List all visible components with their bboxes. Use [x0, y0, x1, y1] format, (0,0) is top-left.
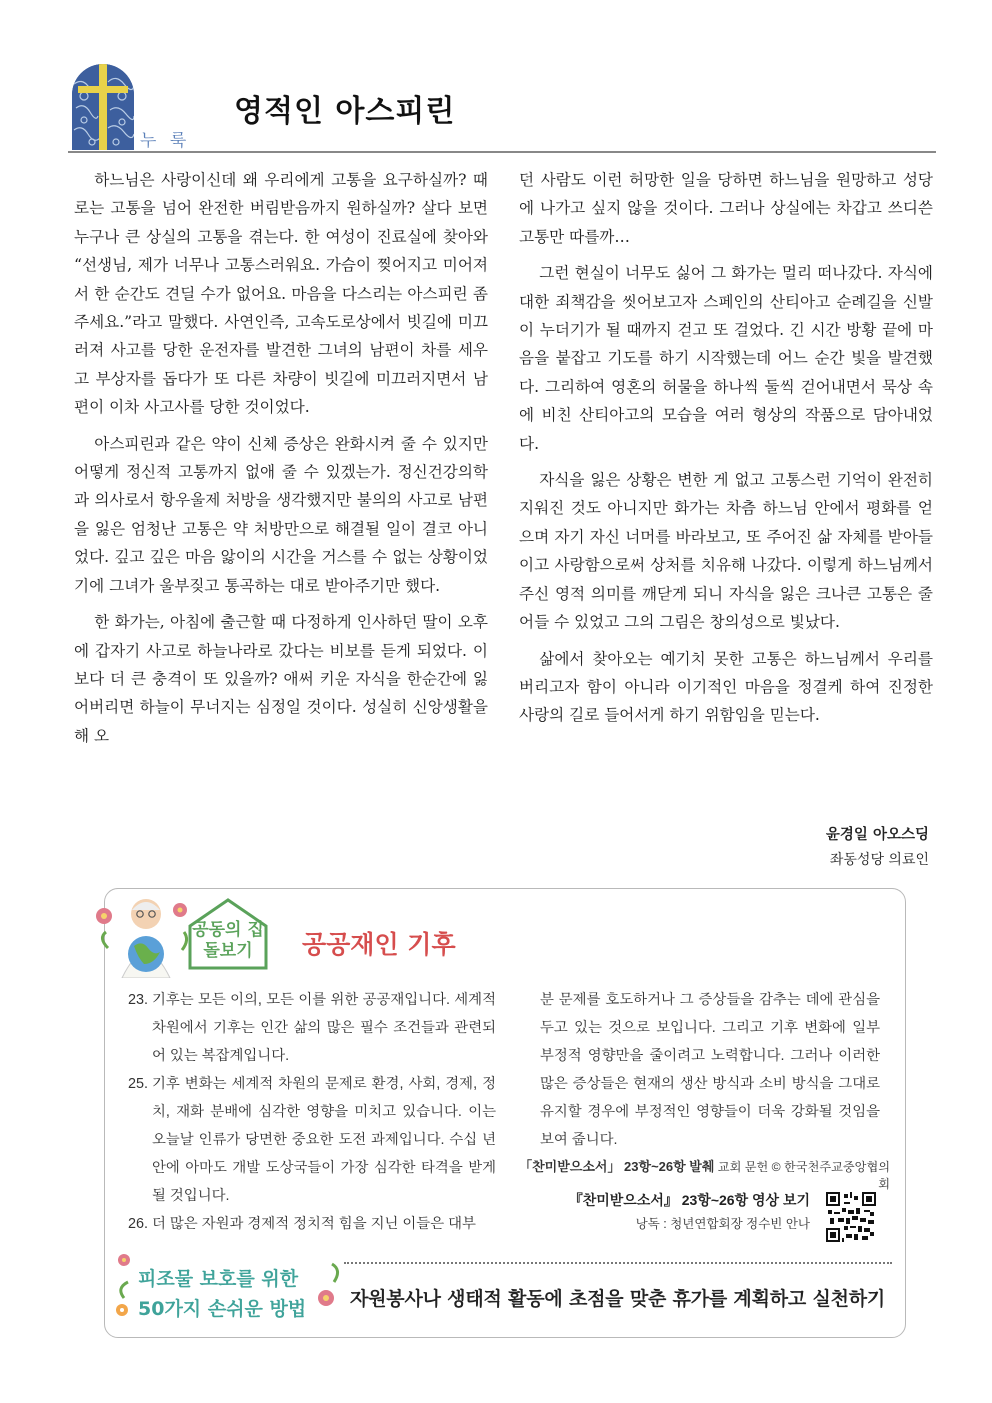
box-right-column: [540, 986, 880, 1154]
box-title: 공공재인 기후: [302, 930, 456, 959]
article-paragraph: 던 사람도 이런 허망한 일을 당하면 하느님을 원망하고 성당에 나가고 싶지 않을 것이다. 그러나 상실에는 차갑고 쓰디쓴 고통만 따를까…: [519, 171, 933, 246]
article-paragraph: 한 화가는, 아침에 출근할 때 다정하게 인사하던 딸이 오후에 갑자기 사고로 하늘나라로 갔다는 비보를 듣게 되었다. 이보다 더 큰 충격이 또 있을까? 애써 키운 자식을 한순간에 잃어버리면 하늘이 무너지는 심정일 것이다. 성실히 신앙생활을 해 오: [74, 613, 488, 745]
continued-text: 분 문제를 호도하거나 그 증상들을 감추는 데에 관심을 두고 있는 것으로 보입니다. 그리고 기후 변화에 일부 부정적 영향만을 줄이려고 노력합니다. 그러나 이러한 많은 증상들은 현재의 생산 방식과 소비 방식을 그대로 유지할 경우에 부정적인 영향들이 더욱 강화될 것임을 보여 줍니다.: [540, 992, 880, 1148]
tips-badge-line1: 피조물 보호를 위한: [138, 1268, 299, 1290]
box-left-column: [128, 986, 496, 1238]
numbered-item: 26. 더 많은 자원과 경제적 정치적 힘을 지닌 이들은 대부: [128, 1216, 476, 1232]
badge-label: 공동의 집 돌보기: [192, 920, 264, 961]
author-name: 윤경일 아오스딩: [825, 827, 929, 843]
page-title: 영적인 아스피린: [234, 94, 456, 129]
article-paragraph: 아스피린과 같은 약이 신체 증상은 완화시켜 줄 수 있지만 어떻게 정신적 고통까지 없애 줄 수 있겠는가. 정신건강의학과 의사로서 항우울제 처방을 생각했지만 불의의 사고로 남편을 잃은 엄청난 고통은 약 처방만으로 해결될 일이 결코 아니었다. 깊고 깊은 마음 앓이의 시간을 거스를 수 없는 상황이었기에 그녀가 울부짖고 통곡하는 대로 받아주기만 했다.: [74, 434, 488, 595]
article-paragraph: 삶에서 찾아오는 예기치 못한 고통은 하느님께서 우리를 버리고자 함이 아니라 이기적인 마음을 정결케 하여 진정한 사랑의 길로 들어서게 하기 위함임을 믿는다.: [519, 649, 933, 725]
stained-glass-cross-icon: [72, 64, 134, 150]
numbered-item: 25. 기후 변화는 세계적 차원의 문제로 환경, 사회, 경제, 정치, 재화 분배에 심각한 영향을 미치고 있습니다. 이는 오늘날 인류가 당면한 중요한 도전 과제입니다. 수십 년 안에 아마도 개발 도상국들이 가장 심각한 타격을 받게 될 것입니다.: [128, 1076, 496, 1204]
article-left-column: [74, 166, 488, 758]
tips-badge-line2: 50가지 손쉬운 방법: [138, 1298, 307, 1320]
tip-text: 자원봉사나 생태적 활동에 초점을 맞춘 휴가를 계획하고 실천하기: [350, 1288, 886, 1310]
article-right-column: [519, 166, 933, 738]
dotted-divider: [344, 1262, 892, 1264]
source-citation: 「찬미받으소서」 23항~26항 발췌 교회 문헌 © 한국천주교중앙협의회: [519, 1159, 890, 1191]
author-role: 좌동성당 의료인: [829, 852, 929, 868]
pope-earth-illustration-icon: [94, 888, 194, 978]
article-paragraph: 자식을 잃은 상황은 변한 게 없고 고통스런 기억이 완전히 지워진 것도 아니지만 화가는 차츰 하느님 안에서 평화를 얻으며 자기 자신 너머를 바라보고, 또 주어진 삶 자체를 받아들이고 사랑함으로써 상처를 치유해 나갔다. 이렇게 하느님께서 주신 영적 의미를 깨닫게 되니 자식을 잃은 크나큰 고통은 줄어들 수 있었고 그의 그림은 창의성으로 빛났다.: [519, 471, 933, 632]
numbered-item: 23. 기후는 모든 이의, 모든 이를 위한 공공재입니다. 세계적 차원에서 기후는 인간 삶의 많은 필수 조건들과 관련되어 있는 복잡계입니다.: [128, 992, 496, 1064]
video-link[interactable]: 『찬미받으소서』 23항~26항 영상 보기: [568, 1192, 810, 1208]
qr-code-icon[interactable]: [826, 1192, 876, 1242]
video-reader: 낭독 : 청년연합회장 정수빈 안나: [635, 1217, 810, 1231]
page-header: [68, 62, 936, 154]
header-divider: [68, 151, 936, 153]
article-paragraph: 그런 현실이 너무도 싫어 그 화가는 멀리 떠나갔다. 자식에 대한 죄책감을 씻어보고자 스페인의 산티아고 순례길을 신발이 누더기가 될 때까지 걷고 또 걸었다. 긴 시간 방황 끝에 마음을 붙잡고 기도를 하기 시작했는데 어느 순간 빛을 발견했다. 그리하여 영혼의 허물을 하나씩 둘씩 걷어내면서 묵상 속에 비친 산티아고의 모습을 여러 형상의 작품으로 담아내었다.: [519, 264, 933, 453]
article-paragraph: 하느님은 사랑이신데 왜 우리에게 고통을 요구하실까? 때로는 고통을 넘어 완전한 버림받음까지 원하실까? 살다 보면 누구나 큰 상실의 고통을 겪는다. 한 여성이 진료실에 찾아와 “선생님, 제가 너무나 고통스러워요. 가슴이 찢어지고 미어져서 한 순간도 견딜 수가 없어요. 마음을 다스리는 아스피린 좀 주세요.”라고 말했다. 사연인즉, 고속도로상에서 빗길에 미끄러져 사고를 당한 운전자를 발견한 그녀의 남편이 차를 세우고 부상자를 돕다가 또 다른 차량이 빗길에 미끄러지면서 남편이 이차 사고사를 당한 것이었다.: [74, 171, 488, 417]
section-label: 누 룩: [140, 131, 191, 151]
